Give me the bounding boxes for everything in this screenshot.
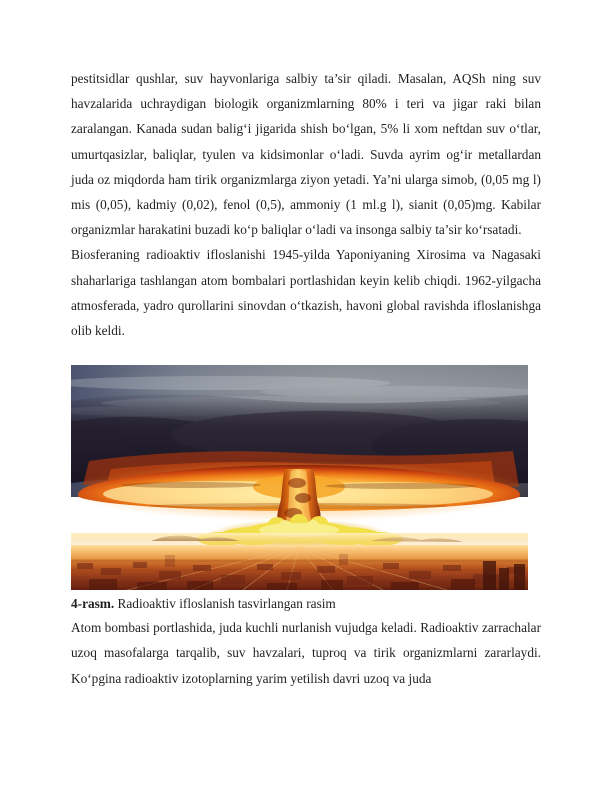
page-content <box>71 66 541 691</box>
paragraph-atom-bomb-radiation: Atom bombasi portlashida, juda kuchli nurlanish vujudga keladi. Radioaktiv zarrachalar uzoq masofalarga tarqalib, suv havzalari, tuproq va tirik organizmlarni zararlaydi. Ko‘pgina radioaktiv izotoplarning yarim yetilish davri uzoq va juda <box>71 620 541 686</box>
figure-caption <box>71 590 541 615</box>
paragraph-radioactive-biosphere: Biosferaning radioaktiv ifloslanishi 1945-yilda Yaponiyaning Xirosima va Nagasaki shaharlariga tashlangan atom bombalari portlashidan keyin kelib chiqdi. 1962-yilgacha atmosferada, yadro qurollarini sinovdan o‘tkazish, havoni global ravishda ifloslanishga olib keldi. <box>71 247 541 339</box>
figure-4 <box>71 365 541 615</box>
figure-caption-number: 4-rasm. <box>71 596 115 612</box>
figure-caption-text: Radioaktiv ifloslanish tasvirlangan rasim <box>114 596 336 612</box>
paragraph-pesticides-water-pollution: pestitsidlar qushlar, suv hayvonlariga salbiy ta’sir qiladi. Masalan, AQSh ning suv havzalarida uchraydigan biologik organizmlarning 80% i teri va jigar raki bilan zaralangan. Kanada sudan balig‘i jigarida shish bo‘lgan, 5% li xom neftdan suv o‘tlar, umurtqasizlar, baliqlar, tyulen va kidsimonlar o‘ladi. Suvda ayrim og‘ir metallardan juda oz miqdorda ham tirik organizmlarga ziyon yetadi. Ya’ni ularga simob, (0,05 mg l) mis (0,05), kadmiy (0,02), fenol (0,5), ammoniy (1 ml.g l), sianit (0,05)mg. Kabilar organizmlar harakatini buzadi ko‘p baliqlar o‘ladi va insonga salbiy ta’sir ko‘rsatadi. <box>71 71 541 238</box>
nuclear-explosion-illustration <box>71 365 528 590</box>
nuclear-explosion-photo <box>71 365 528 590</box>
